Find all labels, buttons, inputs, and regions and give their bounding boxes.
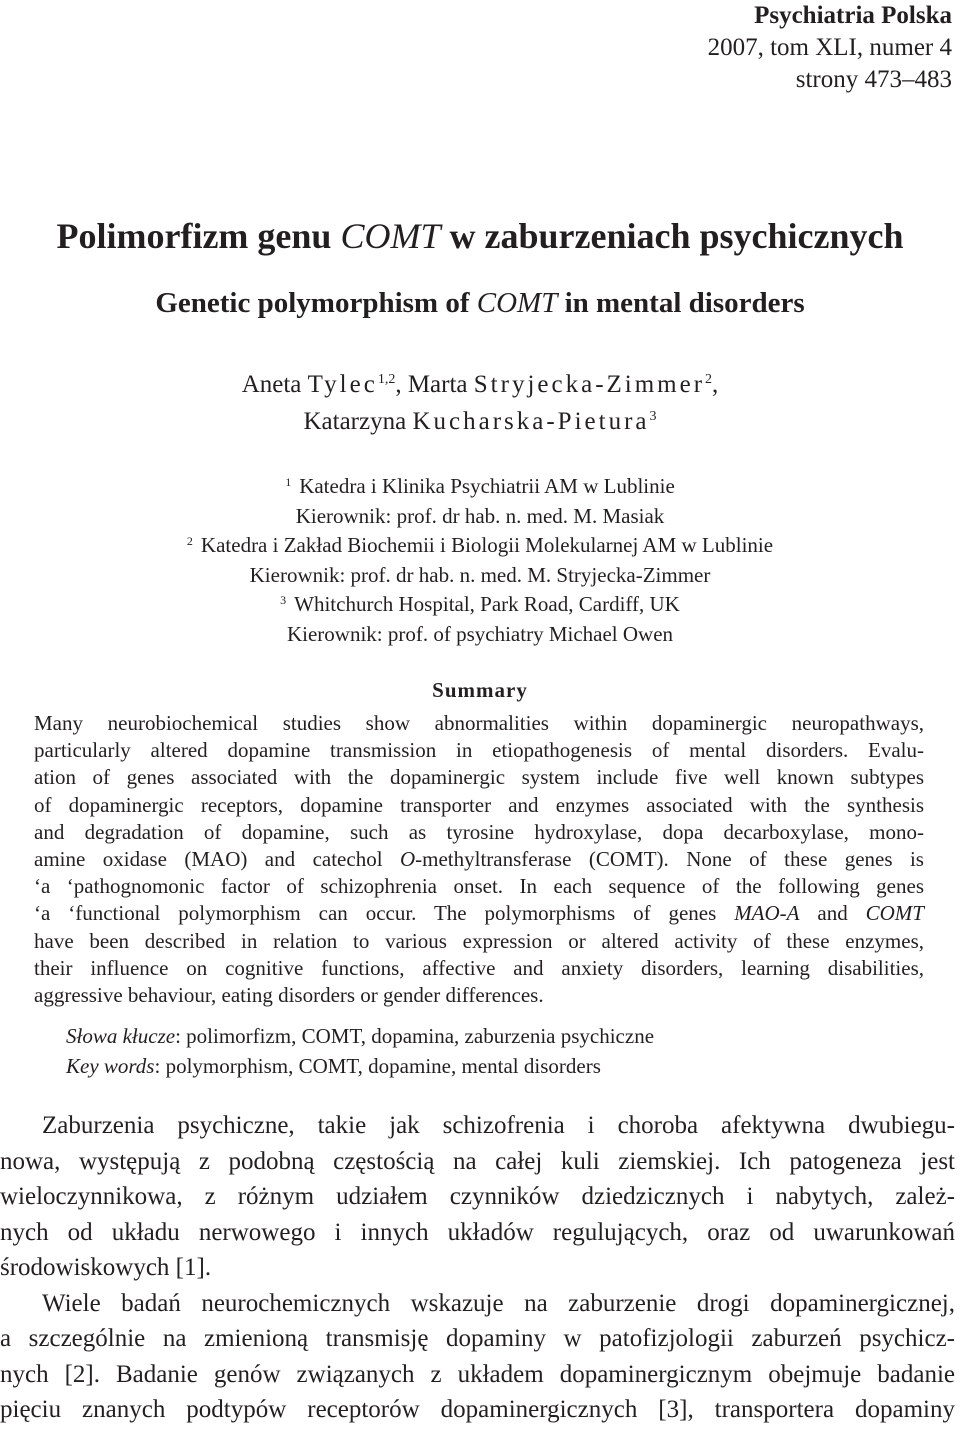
body-line: środowiskowych [1]. — [0, 1254, 212, 1281]
affiliation-sup: 2 — [186, 534, 193, 548]
affiliation-sup: 3 — [280, 593, 287, 607]
abstract-line: ‘a ‘pathognomonic factor of schizophrenia onset. In each sequence of the following genes — [34, 874, 924, 899]
article-subtitle — [0, 283, 960, 323]
author-2-sup: 2 — [705, 372, 713, 387]
keywords-pl-label: Słowa kłucze — [66, 1024, 176, 1048]
abstract-line: of dopaminergic receptors, dopamine transporter and enzymes associated with the synthesis — [34, 792, 924, 817]
affiliations — [0, 472, 960, 649]
abstract-line: Many neurobiochemical studies show abnormalities within dopaminergic neuropathways, — [34, 711, 924, 735]
author-1-sup: 1,2 — [377, 372, 396, 387]
author-2-last: Stryjecka-Zimmer — [473, 371, 706, 398]
affiliation-line — [0, 472, 960, 502]
abstract-line: their influence on cognitive functions, affective and anxiety disorders, learning disabilities, — [34, 955, 924, 980]
keywords-english — [66, 1052, 926, 1080]
body-line: Zaburzenia psychiczne, takie jak schizofrenia i choroba afektywna dwubiegu- — [42, 1112, 955, 1139]
affiliation-text: Katedra i Klinika Psychiatrii AM w Lublinie — [299, 474, 675, 498]
abstract-italic: O — [399, 847, 416, 872]
body-line: nowa, występują z podobną częstością na całej kuli ziemskiej. Ich patogeneza jest — [0, 1147, 955, 1175]
keywords-polish — [66, 1022, 926, 1050]
summary-heading: Summary — [432, 678, 528, 702]
journal-name: Psychiatria Polska — [754, 2, 952, 29]
title-gene: COMT — [340, 216, 441, 256]
body-line: nych [2]. Badanie genów związanych z układem dopaminergicznym obejmuje badanie — [0, 1360, 955, 1388]
keywords-en-text: : polymorphism, COMT, dopamine, mental disorders — [154, 1054, 601, 1078]
keywords-pl-text: : polimorfizm, COMT, dopamina, zaburzenia psychiczne — [175, 1024, 655, 1048]
body-line: a szczególnie na zmienioną transmisję dopaminy w patofizjologii zaburzeń psychicz- — [0, 1325, 955, 1352]
abstract-line — [34, 846, 924, 873]
abstract-text: amine oxidase (MAO) and catechol — [34, 847, 400, 872]
journal-header — [708, 0, 952, 96]
author-1-last: Tylec — [307, 371, 378, 398]
subtitle-text-post: in mental disorders — [557, 287, 805, 319]
affiliation-text: Whitchurch Hospital, Park Road, Cardiff, UK — [294, 592, 680, 616]
journal-issue: 2007, tom XLI, numer 4 — [707, 34, 952, 61]
abstract-line: have been described in relation to various expression or altered activity of these enzymes, — [34, 928, 924, 953]
affiliation-line — [0, 561, 960, 591]
body-line: pięciu znanych podtypów receptorów dopaminergicznych [3], transportera dopaminy — [0, 1396, 955, 1423]
abstract-text: ‘a ‘functional polymorphism can occur. The polymorphisms of genes — [34, 901, 735, 926]
affiliation-line — [0, 502, 960, 532]
subtitle-gene: COMT — [476, 287, 558, 319]
author-sep-1: , Marta — [395, 371, 474, 398]
author-sep-2: , — [712, 371, 719, 398]
summary-abstract — [34, 710, 924, 1009]
abstract-line: particularly altered dopamine transmission in etiopathogenesis of mental disorders. Evalu- — [34, 738, 924, 763]
affiliation-sup: 1 — [285, 475, 292, 489]
body-text — [0, 1108, 955, 1428]
abstract-gene-comt: COMT — [865, 901, 924, 926]
author-3-first: Katarzyna — [303, 408, 413, 435]
affiliation-text: Katedra i Zakład Biochemii i Biologii Molekularnej AM w Lublinie — [200, 533, 774, 557]
affiliation-text: Kierownik: prof. dr hab. n. med. M. Stryjecka-Zimmer — [249, 562, 711, 587]
author-line-1 — [0, 366, 960, 403]
affiliation-text: Kierownik: prof. of psychiatry Michael Owen — [286, 621, 674, 646]
author-list — [0, 366, 960, 440]
abstract-line: aggressive behaviour, eating disorders or gender differences. — [34, 983, 544, 1008]
author-3-last: Kucharska-Pietura — [412, 408, 650, 435]
body-line: Wiele badań neurochemicznych wskazuje na zaburzenie drogi dopaminergicznej, — [42, 1289, 955, 1317]
keywords-en-label: Key words — [66, 1054, 155, 1078]
author-line-2 — [0, 403, 960, 440]
affiliation-line — [0, 531, 960, 561]
article-title — [0, 213, 960, 259]
title-text-post: w zaburzeniach psychicznych — [440, 216, 904, 256]
subtitle-text-pre: Genetic polymorphism of — [155, 287, 477, 319]
journal-pages: strony 473–483 — [795, 66, 952, 93]
body-line: wieloczynnikowa, z różnym udziałem czynników dziedzicznych i nabytych, zależ- — [0, 1183, 955, 1210]
author-1-first: Aneta — [241, 371, 308, 398]
abstract-line: ation of genes associated with the dopaminergic system include five well known subtypes — [34, 765, 924, 790]
abstract-text: and — [799, 901, 866, 926]
abstract-line — [34, 900, 924, 927]
abstract-text: -methyltransferase (COMT). None of these genes is — [415, 847, 924, 872]
affiliation-text: Kierownik: prof. dr hab. n. med. M. Masiak — [295, 503, 665, 528]
affiliation-line — [0, 590, 960, 620]
title-text-pre: Polimorfizm genu — [56, 216, 341, 256]
abstract-line: and degradation of dopamine, such as tyrosine hydroxylase, dopa decarboxylase, mono- — [34, 819, 924, 844]
body-line: nych od układu nerwowego i innych układów regulujących, oraz od uwarunkowań — [0, 1218, 955, 1246]
abstract-gene-mao: MAO-A — [734, 901, 800, 926]
author-3-sup: 3 — [649, 409, 657, 424]
affiliation-line — [0, 620, 960, 650]
